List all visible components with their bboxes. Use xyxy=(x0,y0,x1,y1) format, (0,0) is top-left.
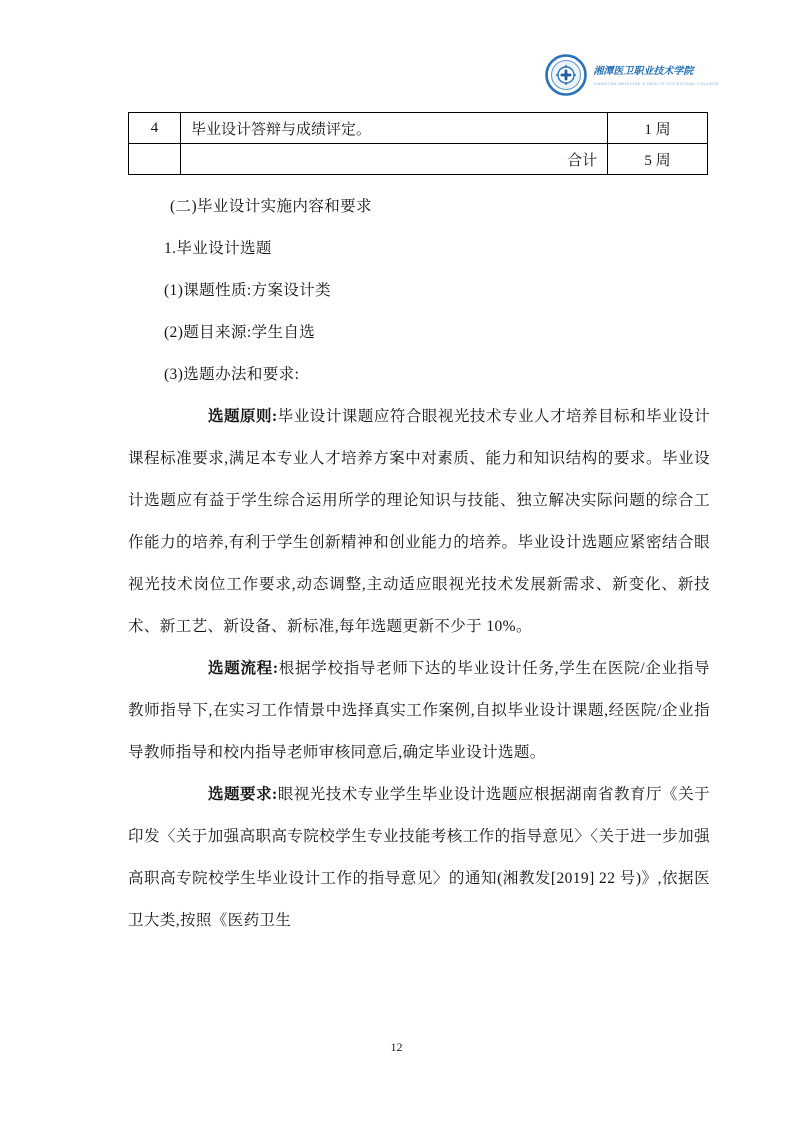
list-item-topic-method: (3)选题办法和要求: xyxy=(164,366,300,383)
row-number-cell xyxy=(129,144,181,175)
paragraph-text: 毕业设计课题应符合眼视光技术专业人才培养目标和毕业设计课程标准要求,满足本专业人才培养方案中对素质、能力和知识结构的要求。毕业设计选题应有益于学生综合运用所学的理论知识与技能、独立解决实际问题的综合工作能力的培养,有利于学生创新精神和创业能力的培养。毕业设计选题应紧密结合眼视光技术岗位工作要求,动态调整,主动适应眼视光技术发展新需求、新变化、新技术、新工艺、新设备、新标准,每年选题更新不少于 10%。 xyxy=(128,408,710,635)
table-row xyxy=(129,144,708,175)
college-name-cn: 湘潭医卫职业技术学院 xyxy=(593,65,694,77)
task-cell: 毕业设计答辩与成绩评定。 xyxy=(180,113,607,144)
total-duration-cell: 5 周 xyxy=(608,144,708,175)
paragraph-label: 选题原则: xyxy=(208,408,278,425)
section-heading: (二)毕业设计实施内容和要求 xyxy=(170,198,372,215)
college-emblem-icon xyxy=(545,54,587,96)
schedule-table xyxy=(128,112,708,175)
total-label-cell: 合计 xyxy=(180,144,607,175)
paragraph-topic-process xyxy=(128,648,710,774)
page-number: 12 xyxy=(390,1040,403,1054)
paragraph-topic-principle xyxy=(128,396,710,648)
college-name xyxy=(593,65,719,86)
list-item-topic-nature: (1)课题性质:方案设计类 xyxy=(164,282,332,299)
list-item-topic-source: (2)题目来源:学生自选 xyxy=(164,324,316,341)
document-body xyxy=(128,186,710,942)
paragraph-topic-requirement xyxy=(128,774,710,942)
paragraph-label: 选题流程: xyxy=(208,660,279,677)
duration-cell: 1 周 xyxy=(608,113,708,144)
college-logo xyxy=(545,54,719,96)
row-number-cell: 4 xyxy=(129,113,181,144)
paragraph-label: 选题要求: xyxy=(208,786,278,803)
paragraph-text: 根据学校指导老师下达的毕业设计任务,学生在医院/企业指导教师指导下,在实习工作情景中选择真实工作案例,自拟毕业设计课题,经医院/企业指导教师指导和校内指导老师审核同意后,确定毕业设计选题。 xyxy=(128,660,710,761)
subsection-heading: 1.毕业设计选题 xyxy=(164,240,272,257)
table-row xyxy=(129,113,708,144)
college-name-en: XIANGTAN MEDICINE & HEALTH VOCATIONAL COLLEGE xyxy=(593,80,719,86)
paragraph-text: 眼视光技术专业学生毕业设计选题应根据湖南省教育厅《关于印发〈关于加强高职高专院校学生专业技能考核工作的指导意见〉〈关于进一步加强高职高专院校学生毕业设计工作的指导意见〉的通知(湘教发[2019] 22 号)》,依据医卫大类,按照《医药卫生 xyxy=(128,786,710,929)
